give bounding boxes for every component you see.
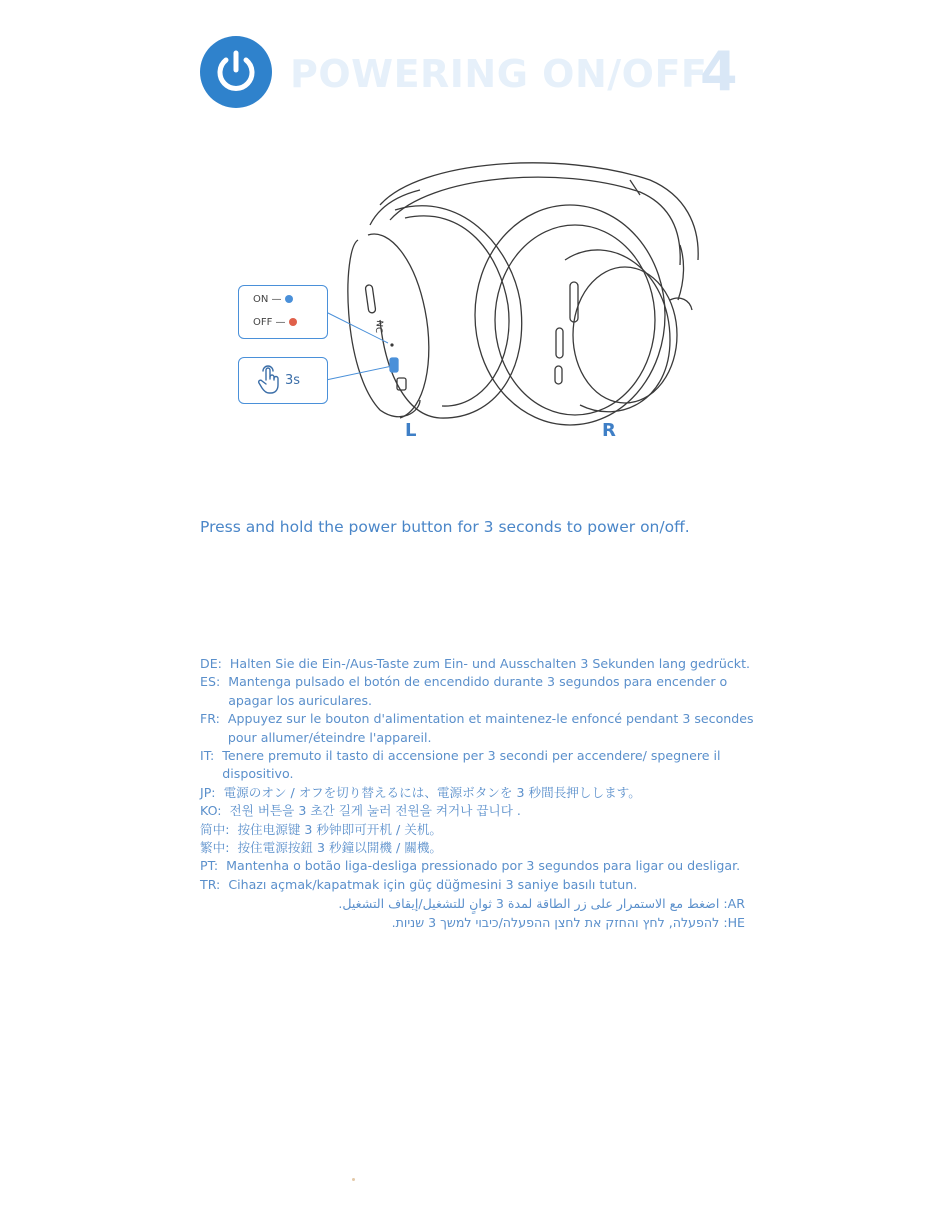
lang-text: 按住电源键 3 秒钟即可开机 / 关机。 bbox=[237, 821, 443, 837]
lang-code: PT: bbox=[200, 858, 219, 874]
list-item bbox=[200, 710, 760, 747]
lang-text: Appuyez sur le bouton d'alimentation et maintenez-le enfoncé pendant 3 secondes pour allumer/éteindre l'appareil. bbox=[227, 711, 754, 745]
lang-code: TR: bbox=[200, 876, 221, 892]
paper-speck bbox=[352, 1178, 355, 1181]
lang-code: 繁中: bbox=[200, 840, 230, 856]
lang-text: 전원 버튼을 3 초간 길게 눌러 전원을 켜거나 끕니다 . bbox=[229, 803, 521, 819]
lang-text: 電源のオン / オフを切り替えるには、電源ボタンを 3 秒間長押しします。 bbox=[223, 784, 641, 800]
lang-code: IT: bbox=[200, 748, 215, 764]
language-list bbox=[200, 655, 760, 932]
lang-text: Mantenha o botão liga-desliga pressionado por 3 segundos para ligar ou desligar. bbox=[226, 858, 741, 874]
earcup-nc-label: NC bbox=[372, 319, 384, 334]
lang-text: Cihazı açmak/kapatmak için güç düğmesini 3 saniye basılı tutun. bbox=[228, 876, 638, 892]
lang-code: AR: bbox=[723, 896, 745, 912]
list-item bbox=[200, 821, 760, 839]
list-item bbox=[200, 876, 760, 894]
lang-text: اضغط مع الاستمرار على زر الطاقة لمدة 3 ثوانٍ للتشغيل/إيقاف التشغيل. bbox=[338, 896, 720, 912]
led-status-callout bbox=[238, 285, 328, 339]
legend-off-label: OFF — bbox=[253, 317, 286, 328]
right-side-label: R bbox=[602, 420, 616, 441]
legend-off bbox=[253, 317, 297, 328]
lang-text: להפעלה, לחץ והחזק את לחצן ההפעלה/כיבוי למשך 3 שניות. bbox=[391, 915, 720, 931]
list-item bbox=[200, 857, 760, 875]
lang-text: Halten Sie die Ein-/Aus-Taste zum Ein- und Ausschalten 3 Sekunden lang gedrückt. bbox=[229, 656, 751, 671]
main-instruction: Press and hold the power button for 3 seconds to power on/off. bbox=[200, 518, 690, 536]
hold-duration-label: 3s bbox=[285, 373, 301, 388]
lang-code: FR: bbox=[200, 711, 220, 727]
lang-code: 简中: bbox=[200, 821, 230, 837]
lang-code: KO: bbox=[200, 803, 222, 819]
hand-press-icon bbox=[257, 365, 281, 395]
left-side-label: L bbox=[405, 420, 417, 441]
list-item bbox=[200, 747, 760, 784]
page-header bbox=[200, 36, 760, 108]
list-item bbox=[200, 655, 760, 673]
page-title: POWERING ON/OFF bbox=[290, 52, 708, 96]
list-item bbox=[200, 839, 760, 857]
legend-on bbox=[253, 294, 293, 305]
list-item bbox=[200, 802, 760, 820]
lang-code: DE: bbox=[200, 656, 222, 671]
lang-text: Mantenga pulsado el botón de encendido durante 3 segundos para encender o apagar los auriculares. bbox=[228, 674, 728, 708]
lang-code: HE: bbox=[723, 915, 745, 931]
list-item-rtl bbox=[200, 894, 745, 913]
list-item-rtl bbox=[200, 913, 745, 932]
section-number: 4 bbox=[700, 40, 738, 103]
lang-code: ES: bbox=[200, 674, 221, 690]
lang-text: 按住電源按鈕 3 秒鐘以開機 / 關機。 bbox=[237, 840, 443, 856]
list-item bbox=[200, 673, 760, 710]
power-icon bbox=[200, 36, 272, 108]
lang-code: JP: bbox=[200, 784, 216, 800]
off-dot-icon bbox=[289, 318, 297, 326]
list-item bbox=[200, 784, 760, 802]
lang-text: Tenere premuto il tasto di accensione per 3 secondi per accendere/ spegnere il dispositivo. bbox=[222, 748, 721, 782]
press-hold-callout bbox=[238, 357, 328, 404]
on-dot-icon bbox=[285, 295, 293, 303]
legend-on-label: ON — bbox=[253, 294, 282, 305]
